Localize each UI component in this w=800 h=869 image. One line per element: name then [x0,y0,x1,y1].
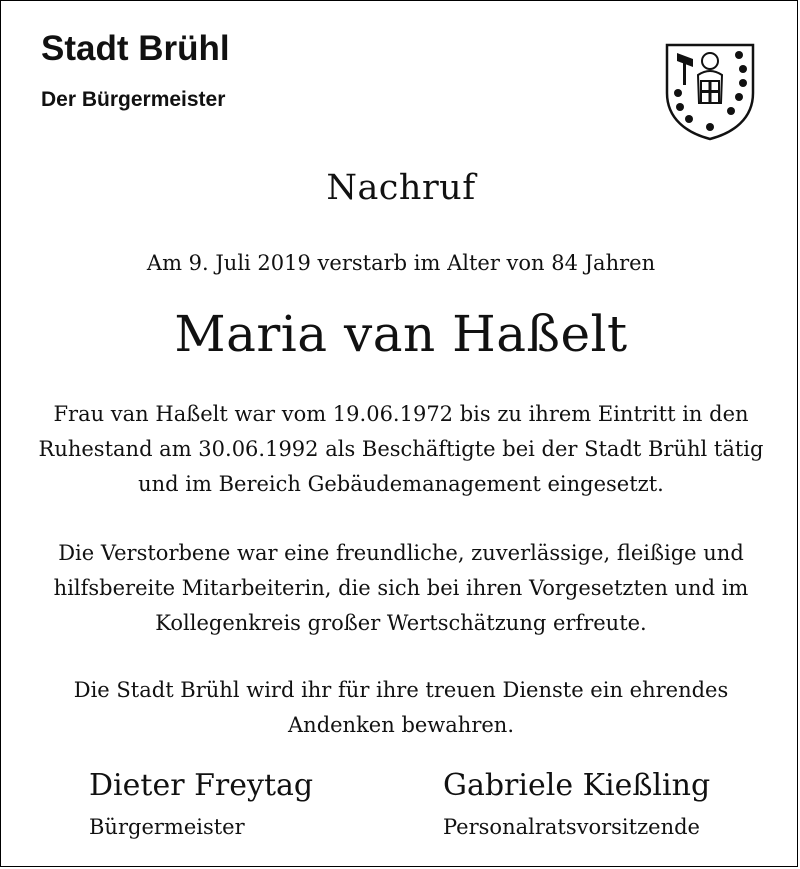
signatory-role-mayor: Bürgermeister [89,815,245,839]
paragraph-line: Die Verstorbene war eine freundliche, zuverlässige, fleißige und [58,541,744,565]
closing-paragraph [1,673,800,743]
employment-paragraph [1,397,800,502]
paragraph-line: Frau van Haßelt war vom 19.06.1972 bis zu ihrem Eintritt in den [53,402,749,426]
notice-heading: Nachruf [326,168,476,208]
tribute-paragraph [1,536,800,641]
paragraph-line: Kollegenkreis großer Wertschätzung erfreute. [155,611,647,635]
deceased-name: Maria van Haßelt [174,305,628,363]
city-name: Stadt Brühl [41,29,230,68]
paragraph-line: Ruhestand am 30.06.1992 als Beschäftigte bei der Stadt Brühl tätig [38,437,764,461]
death-announcement: Am 9. Juli 2019 verstarb im Alter von 84 Jahren [146,251,656,275]
paragraph-line: hilfsbereite Mitarbeiterin, die sich bei ihren Vorgesetzten und im [53,576,749,600]
coat-of-arms-icon [663,41,757,141]
paragraph-line: Die Stadt Brühl wird ihr für ihre treuen Dienste ein ehrendes [73,678,729,702]
signatory-role-council: Personalratsvorsitzende [443,815,700,839]
signatory-name-mayor: Dieter Freytag [89,768,314,803]
paragraph-line: und im Bereich Gebäudemanagement eingesetzt. [138,472,664,496]
office-title: Der Bürgermeister [41,88,226,111]
signatory-name-council: Gabriele Kießling [443,768,711,803]
paragraph-line: Andenken bewahren. [288,713,514,737]
